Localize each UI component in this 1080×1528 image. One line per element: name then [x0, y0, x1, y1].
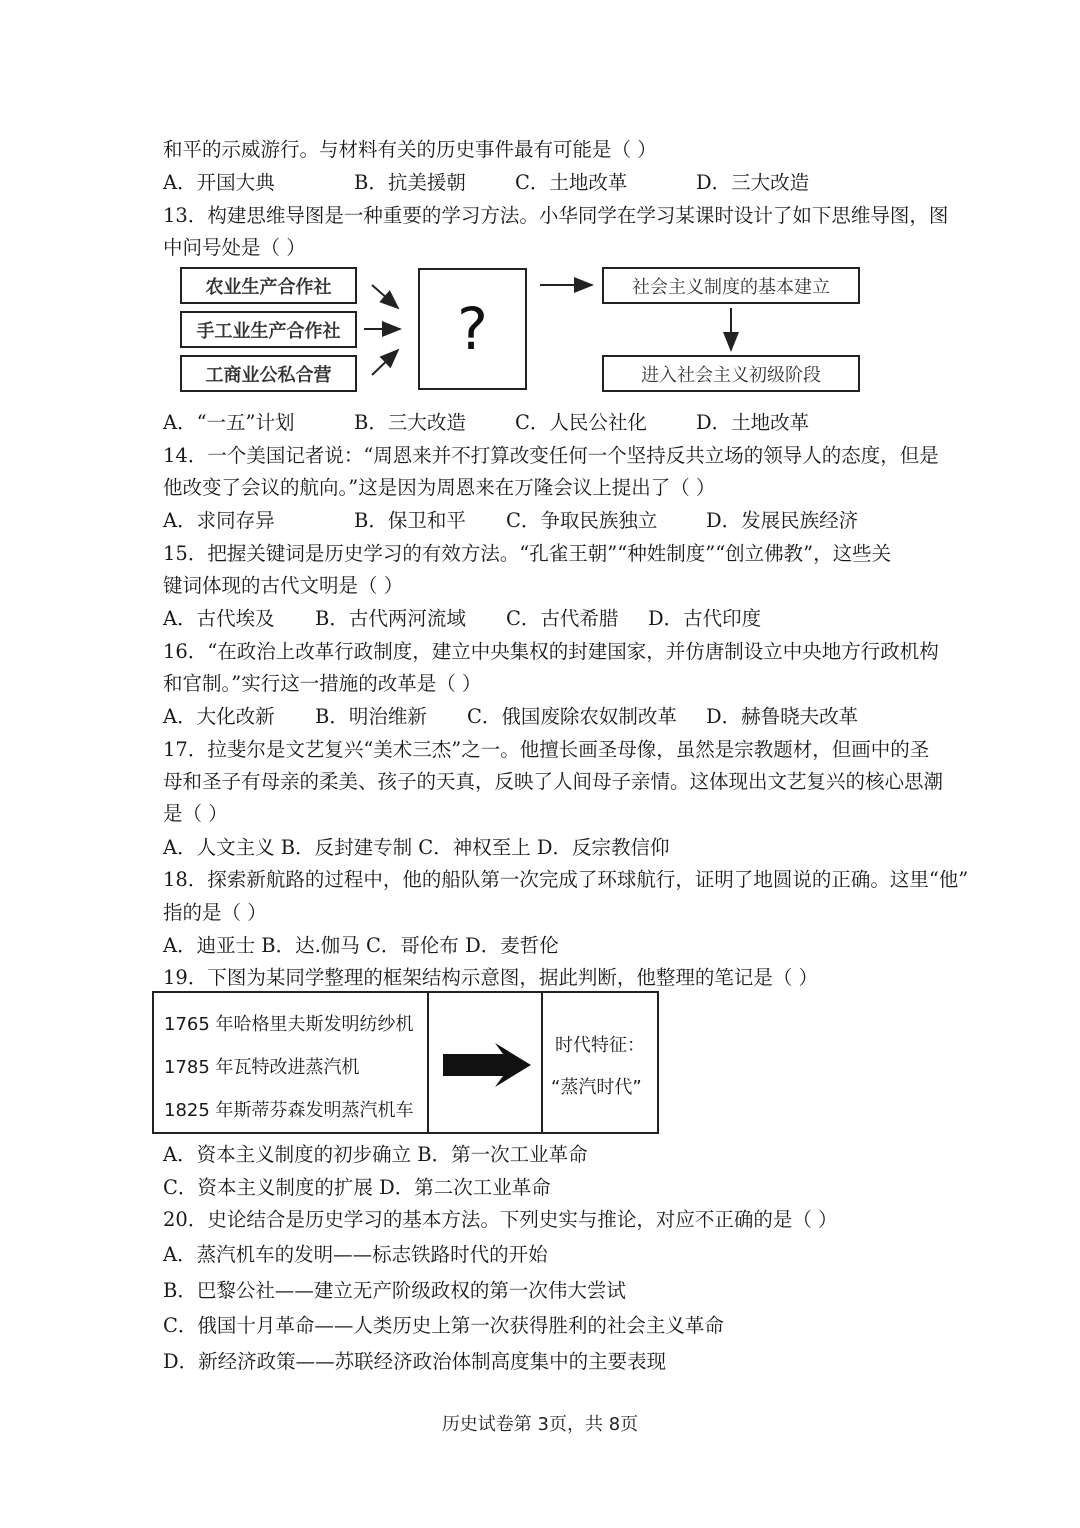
- q13-question-line2: 中问号处是（ ）: [163, 236, 306, 259]
- q19-question: 19．下图为某同学整理的框架结构示意图，据此判断，他整理的笔记是（ ）: [163, 966, 819, 989]
- q18-options: A．迪亚士 B．达.伽马 C．哥伦布 D．麦哲伦: [163, 934, 559, 957]
- q13-option-a: A．“一五”计划: [163, 411, 295, 434]
- q13-option-d: D．土地改革: [696, 411, 810, 434]
- q17-question-line2: 母和圣子有母亲的柔美、孩子的天真，反映了人间母子亲情。这体现出文艺复兴的核心思潮: [163, 770, 944, 793]
- q16-option-c: C．俄国废除农奴制改革: [467, 705, 677, 728]
- q20-question: 20．史论结合是历史学习的基本方法。下列史实与推论，对应不正确的是（ ）: [163, 1208, 838, 1231]
- block-arrow-icon: [429, 993, 543, 1132]
- q19-options-row2: C．资本主义制度的扩展 D．第二次工业革命: [163, 1176, 551, 1199]
- q14-question-line1: 14．一个美国记者说：“周恩来并不打算改变任何一个坚持反共立场的领导人的态度，但是: [163, 444, 939, 467]
- q20-option-d: D．新经济政策——苏联经济政治体制高度集中的主要表现: [163, 1350, 667, 1373]
- q12-option-a: A．开国大典: [163, 171, 275, 194]
- arrow-agriculture-to-center: [372, 285, 398, 308]
- q20-option-b: B．巴黎公社——建立无产阶级政权的第一次伟大尝试: [163, 1279, 626, 1302]
- q15-option-b: B．古代两河流域: [315, 607, 466, 630]
- mindmap-box-agriculture: 农业生产合作社: [180, 267, 357, 304]
- mindmap-box-socialist-system: 社会主义制度的基本建立: [602, 267, 860, 304]
- q19-event-1825: 1825 年斯蒂芬森发明蒸汽机车: [164, 1100, 414, 1121]
- q19-event-1785: 1785 年瓦特改进蒸汽机: [164, 1057, 360, 1078]
- mindmap-question-box: ?: [418, 268, 527, 390]
- q14-question-line2: 他改变了会议的航向。”这是因为周恩来在万隆会议上提出了（ ）: [163, 476, 716, 499]
- arrow-commerce-to-center: [372, 350, 398, 375]
- q16-option-d: D．赫鲁晓夫改革: [706, 705, 859, 728]
- q19-arrow-column: [429, 993, 543, 1132]
- mindmap-box-commerce: 工商业公私合营: [180, 355, 357, 392]
- q16-option-a: A．大化改新: [163, 705, 275, 728]
- q17-options: A．人文主义 B．反封建专制 C．神权至上 D．反宗教信仰: [163, 836, 670, 859]
- q12-text: 和平的示威游行。与材料有关的历史事件最有可能是（ ）: [163, 138, 657, 161]
- q15-question-line2: 键词体现的古代文明是（ ）: [163, 574, 404, 597]
- q14-option-d: D．发展民族经济: [706, 509, 859, 532]
- page-footer: 历史试卷第 3页，共 8页: [441, 1414, 639, 1435]
- q20-option-a: A．蒸汽机车的发明——标志铁路时代的开始: [163, 1243, 548, 1266]
- q14-option-a: A．求同存异: [163, 509, 275, 532]
- q15-question-line1: 15．把握关键词是历史学习的有效方法。“孔雀王朝”“种姓制度”“创立佛教”，这些关: [163, 542, 892, 565]
- q15-option-a: A．古代埃及: [163, 607, 275, 630]
- q13-option-b: B．三大改造: [354, 411, 466, 434]
- q12-option-b: B．抗美援朝: [354, 171, 466, 194]
- q19-events-column: [154, 993, 429, 1132]
- q17-question-line3: 是（ ）: [163, 802, 228, 825]
- mindmap-box-handicraft: 手工业生产合作社: [180, 311, 357, 348]
- q18-question-line2: 指的是（ ）: [163, 901, 267, 924]
- q13-option-c: C．人民公社化: [515, 411, 647, 434]
- q15-option-d: D．古代印度: [648, 607, 762, 630]
- q12-option-c: C．土地改革: [515, 171, 628, 194]
- q19-feature-label: 时代特征：: [555, 1035, 645, 1056]
- q13-question-line1: 13．构建思维导图是一种重要的学习方法。小华同学在学习某课时设计了如下思维导图，图: [163, 204, 949, 227]
- q19-feature-column: [543, 993, 657, 1132]
- q19-event-1765: 1765 年哈格里夫斯发明纺纱机: [164, 1014, 414, 1035]
- q15-option-c: C．古代希腊: [506, 607, 619, 630]
- q16-option-b: B．明治维新: [315, 705, 427, 728]
- q20-option-c: C．俄国十月革命——人类历史上第一次获得胜利的社会主义革命: [163, 1314, 724, 1337]
- mindmap-box-primary-stage: 进入社会主义初级阶段: [602, 355, 860, 392]
- q18-question-line1: 18．探索新航路的过程中，他的船队第一次完成了环球航行，证明了地圆说的正确。这里“他”: [163, 868, 969, 891]
- q19-framework-diagram: [152, 991, 659, 1134]
- q14-option-c: C．争取民族独立: [506, 509, 658, 532]
- q12-option-d: D．三大改造: [696, 171, 810, 194]
- q16-question-line1: 16．“在政治上改革行政制度，建立中央集权的封建国家，并仿唐制设立中央地方行政机构: [163, 640, 939, 663]
- q19-feature-value: “蒸汽时代”: [551, 1077, 642, 1098]
- q17-question-line1: 17．拉斐尔是文艺复兴“美术三杰”之一。他擅长画圣母像，虽然是宗教题材，但画中的圣: [163, 738, 930, 761]
- q19-options-row1: A．资本主义制度的初步确立 B．第一次工业革命: [163, 1143, 588, 1166]
- q14-option-b: B．保卫和平: [354, 509, 466, 532]
- q16-question-line2: 和官制。”实行这一措施的改革是（ ）: [163, 672, 482, 695]
